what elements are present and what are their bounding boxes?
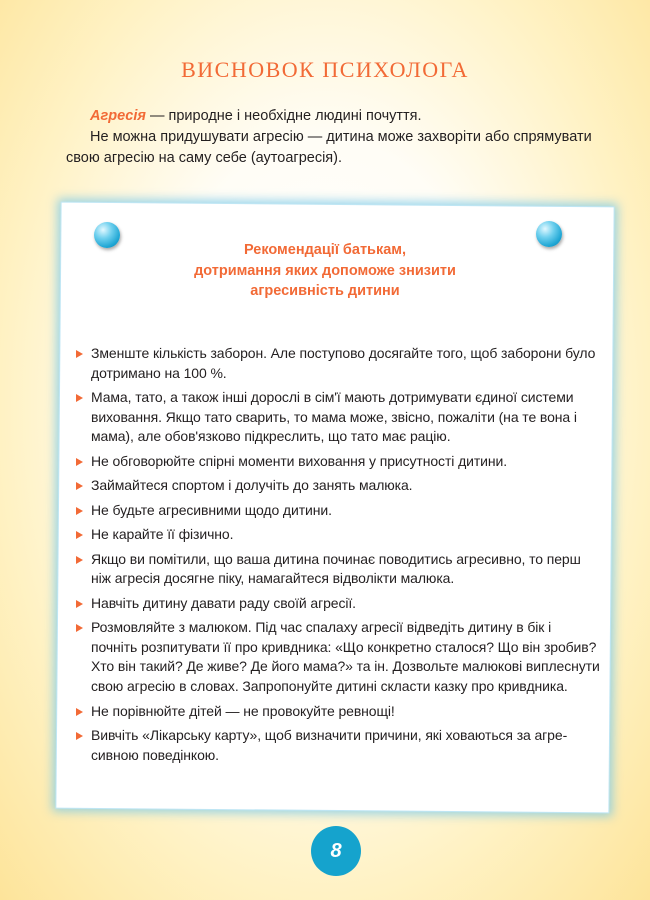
triangle-bullet-icon [76,708,83,716]
triangle-bullet-icon [76,482,83,490]
page-title: ВИСНОВОК ПСИХОЛОГА [181,57,469,82]
card-title-line: Рекомендації батькам, [243,242,407,258]
list-item-text: Вивчіть «Лікарську карту», щоб визначити причини, які ховаються за агресивною поведінкою. [91,727,568,763]
intro-paragraph: Не можна придушувати агресію — дитина може захворіти або спрямувати свою агресію на саму себе (аутоагресія). [66,129,592,166]
list-item-text: Не карайте її фізично. [91,526,234,543]
list-item-text: Якщо ви помітили, що ваша дитина починає поводитись агресивно, то перш ніж агресія досягне піку, намагайтеся відволікти малюка. [91,550,581,587]
card-title [100,240,550,302]
triangle-bullet-icon [76,624,83,632]
recommendations-list [75,344,600,770]
list-item [75,452,600,472]
triangle-bullet-icon [76,394,83,402]
list-item-text: Мама, тато, а також інші дорослі в сім'ї мають дотримувати єдиної системи виховання. Якщо тато сварить, то мама може, звісно, пожаліти (на те вона і мама), але обов'язково підкреслить, що тато має рацію. [91,389,577,445]
list-item-text: Розмовляйте з малюком. Під час спалаху агресії відведіть дитину в бік і почніть розпитувати її про кривдника: «Що конкретно сталося? Що він зробив? Хто він такий? Де живе? Де його мама?» та ін. Дозвольте малюкові виплеснути свою агресію в словах. Запропонуйте дитині скласти казку про кривдника. [91,619,600,695]
card-title-line: агресивність дитини [250,283,400,299]
list-item [75,550,600,589]
list-item-text: Не будьте агресивними щодо дитини. [91,501,332,518]
triangle-bullet-icon [76,556,83,564]
intro-text [66,106,606,169]
list-item-text: Займайтеся спортом і долучіть до занять малюка. [91,477,413,494]
triangle-bullet-icon [76,350,83,358]
list-item-text: Навчіть дитину давати раду своїй агресії. [91,594,356,611]
list-item-text: Не порівнюйте дітей — не провокуйте ревнощі! [91,702,395,719]
list-item [75,618,600,696]
list-item [75,702,600,722]
list-item [75,726,600,765]
intro-definition [66,106,606,127]
triangle-bullet-icon [76,458,83,466]
triangle-bullet-icon [76,732,83,740]
intro-definition-text: — природне і необхідне людині почуття. [145,108,422,124]
list-item [75,388,600,447]
card-title-line: дотримання яких допоможе знизити [194,262,456,279]
list-item-text: Зменште кількість заборон. Але поступово досягайте того, щоб заборони було дотримано на 100 %. [91,345,596,381]
list-item [75,344,600,383]
list-item [75,501,600,521]
triangle-bullet-icon [76,507,83,515]
intro-term: Агресія [90,108,146,124]
list-item [75,476,600,496]
list-item [75,525,600,545]
list-item-text: Не обговорюйте спірні моменти виховання у присутності дитини. [91,452,508,469]
page-number-badge: 8 [311,826,361,876]
triangle-bullet-icon [76,531,83,539]
list-item [75,594,600,614]
triangle-bullet-icon [76,600,83,608]
